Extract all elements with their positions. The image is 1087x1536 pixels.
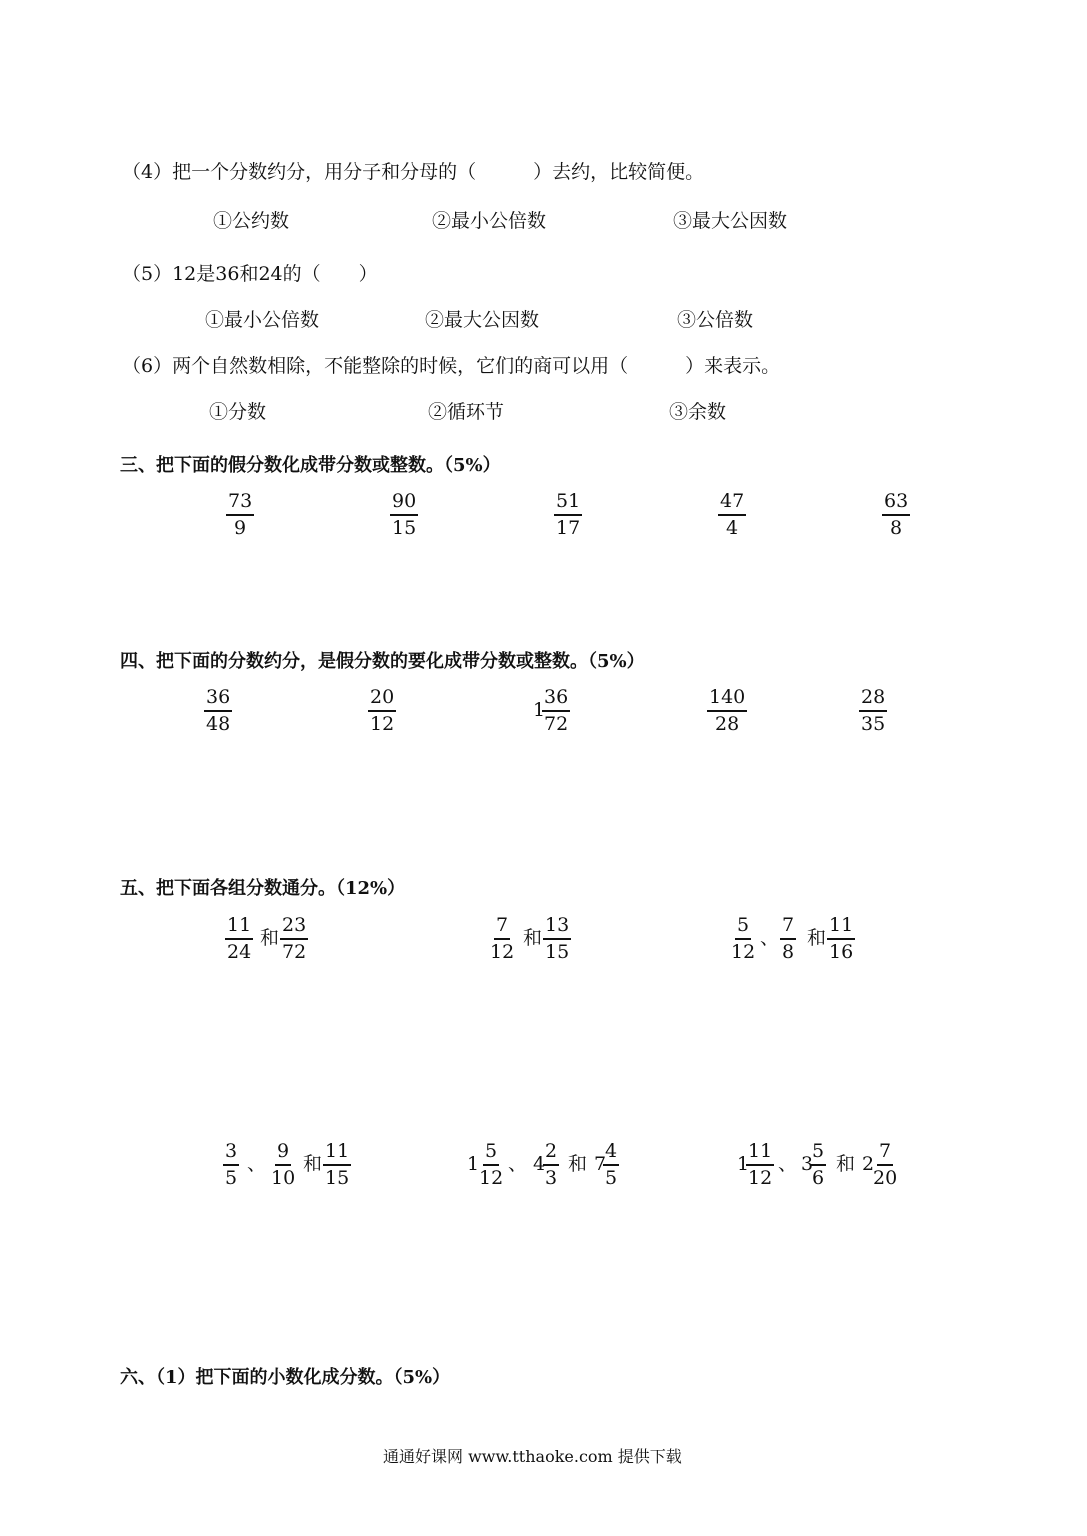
denominator: 12 xyxy=(748,1167,773,1189)
section-4-title: 四、把下面的分数约分，是假分数的要化成带分数或整数。（5%） xyxy=(120,651,645,672)
s3-fraction-4 xyxy=(718,490,746,540)
s5-g4-fraction-3 xyxy=(323,1140,351,1190)
conj-and: 和 xyxy=(836,1153,856,1175)
s5-g2-fraction-1 xyxy=(488,914,516,964)
s5-g3-fraction-3 xyxy=(827,914,855,964)
separator: 、 xyxy=(778,1153,798,1175)
q5-option-3: ③公倍数 xyxy=(677,309,754,331)
s4-fraction-5 xyxy=(859,686,887,736)
q5-option-2: ②最大公因数 xyxy=(425,309,540,331)
numerator: 13 xyxy=(543,914,571,940)
denominator: 28 xyxy=(715,713,740,735)
denominator: 4 xyxy=(726,517,739,539)
s5-g6-whole-2: 3 xyxy=(801,1153,814,1175)
numerator: 11 xyxy=(827,914,855,940)
conj-and: 和 xyxy=(260,927,280,949)
conj-and: 和 xyxy=(303,1153,323,1175)
denominator: 72 xyxy=(282,941,307,963)
separator: 、 xyxy=(760,927,780,949)
s5-g5-whole-2: 4 xyxy=(533,1153,546,1175)
denominator: 10 xyxy=(271,1167,296,1189)
numerator: 11 xyxy=(225,914,253,940)
s5-g3-fraction-2 xyxy=(780,914,796,964)
denominator: 9 xyxy=(234,517,247,539)
denominator: 5 xyxy=(225,1167,238,1189)
denominator: 48 xyxy=(206,713,231,735)
numerator: 73 xyxy=(226,490,254,516)
conj-and: 和 xyxy=(523,927,543,949)
denominator: 15 xyxy=(392,517,417,539)
denominator: 15 xyxy=(325,1167,350,1189)
s5-g5-whole-1: 1 xyxy=(467,1153,480,1175)
denominator: 8 xyxy=(890,517,903,539)
numerator: 90 xyxy=(390,490,418,516)
separator: 、 xyxy=(508,1153,528,1175)
s3-fraction-1 xyxy=(226,490,254,540)
s4-fraction-2 xyxy=(368,686,396,736)
denominator: 3 xyxy=(545,1167,558,1189)
s5-g5-fraction-3 xyxy=(603,1140,619,1190)
s5-g1-fraction-1 xyxy=(225,914,253,964)
q5-option-1: ①最小公倍数 xyxy=(205,309,320,331)
q4-option-1: ①公约数 xyxy=(213,210,290,232)
numerator: 5 xyxy=(483,1140,499,1166)
section-6-title: 六、（1）把下面的小数化成分数。（5%） xyxy=(120,1367,451,1388)
denominator: 16 xyxy=(829,941,854,963)
numerator: 7 xyxy=(494,914,510,940)
denominator: 17 xyxy=(556,517,581,539)
numerator: 36 xyxy=(204,686,232,712)
denominator: 72 xyxy=(544,713,569,735)
s5-g6-fraction-3 xyxy=(871,1140,899,1190)
numerator: 47 xyxy=(718,490,746,516)
q6-option-2: ②循环节 xyxy=(428,401,505,423)
numerator: 63 xyxy=(882,490,910,516)
numerator: 36 xyxy=(542,686,570,712)
numerator: 11 xyxy=(323,1140,351,1166)
conj-and: 和 xyxy=(568,1153,588,1175)
numerator: 28 xyxy=(859,686,887,712)
denominator: 15 xyxy=(545,941,570,963)
denominator: 8 xyxy=(782,941,795,963)
numerator: 2 xyxy=(543,1140,559,1166)
s5-g3-fraction-1 xyxy=(729,914,757,964)
section-3-title: 三、把下面的假分数化成带分数或整数。（5%） xyxy=(120,455,501,476)
s4-fraction-4 xyxy=(707,686,747,736)
numerator: 9 xyxy=(275,1140,291,1166)
numerator: 11 xyxy=(746,1140,774,1166)
numerator: 23 xyxy=(280,914,308,940)
s5-g5-fraction-1 xyxy=(477,1140,505,1190)
denominator: 24 xyxy=(227,941,252,963)
s3-fraction-2 xyxy=(390,490,418,540)
s5-g6-fraction-1 xyxy=(746,1140,774,1190)
numerator: 7 xyxy=(780,914,796,940)
numerator: 51 xyxy=(554,490,582,516)
q4-option-2: ②最小公倍数 xyxy=(432,210,547,232)
s5-g6-whole-3: 2 xyxy=(862,1153,875,1175)
separator: 、 xyxy=(247,1153,267,1175)
s3-fraction-3 xyxy=(554,490,582,540)
question-5: （5）12是36和24的（ ） xyxy=(122,263,378,285)
s5-g4-fraction-1 xyxy=(223,1140,239,1190)
denominator: 5 xyxy=(605,1167,618,1189)
s5-g5-fraction-2 xyxy=(543,1140,559,1190)
q4-option-3: ③最大公因数 xyxy=(673,210,788,232)
numerator: 140 xyxy=(707,686,747,712)
page-footer: 通通好课网 www.tthaoke.com 提供下载 xyxy=(383,1447,682,1466)
question-4: （4）把一个分数约分，用分子和分母的（ ）去约，比较简便。 xyxy=(122,161,705,183)
numerator: 5 xyxy=(735,914,751,940)
s5-g6-fraction-2 xyxy=(810,1140,826,1190)
numerator: 4 xyxy=(603,1140,619,1166)
denominator: 12 xyxy=(731,941,756,963)
s5-g5-whole-3: 7 xyxy=(594,1153,607,1175)
numerator: 3 xyxy=(223,1140,239,1166)
s4-fraction-1 xyxy=(204,686,232,736)
q6-option-3: ③余数 xyxy=(669,401,727,423)
denominator: 6 xyxy=(812,1167,825,1189)
section-5-title: 五、把下面各组分数通分。（12%） xyxy=(120,878,406,899)
denominator: 12 xyxy=(370,713,395,735)
s4-fraction-3 xyxy=(542,686,570,736)
s3-fraction-5 xyxy=(882,490,910,540)
conj-and: 和 xyxy=(807,927,827,949)
s5-g6-whole-1: 1 xyxy=(737,1153,750,1175)
denominator: 20 xyxy=(873,1167,898,1189)
numerator: 20 xyxy=(368,686,396,712)
s5-g2-fraction-2 xyxy=(543,914,571,964)
numerator: 7 xyxy=(877,1140,893,1166)
question-6: （6）两个自然数相除，不能整除的时候，它们的商可以用（ ）来表示。 xyxy=(122,355,781,377)
s5-g1-fraction-2 xyxy=(280,914,308,964)
q6-option-1: ①分数 xyxy=(209,401,267,423)
numerator: 5 xyxy=(810,1140,826,1166)
s4-whole-3: 1 xyxy=(533,699,546,721)
denominator: 35 xyxy=(861,713,886,735)
denominator: 12 xyxy=(490,941,515,963)
s5-g4-fraction-2 xyxy=(269,1140,297,1190)
denominator: 12 xyxy=(479,1167,504,1189)
